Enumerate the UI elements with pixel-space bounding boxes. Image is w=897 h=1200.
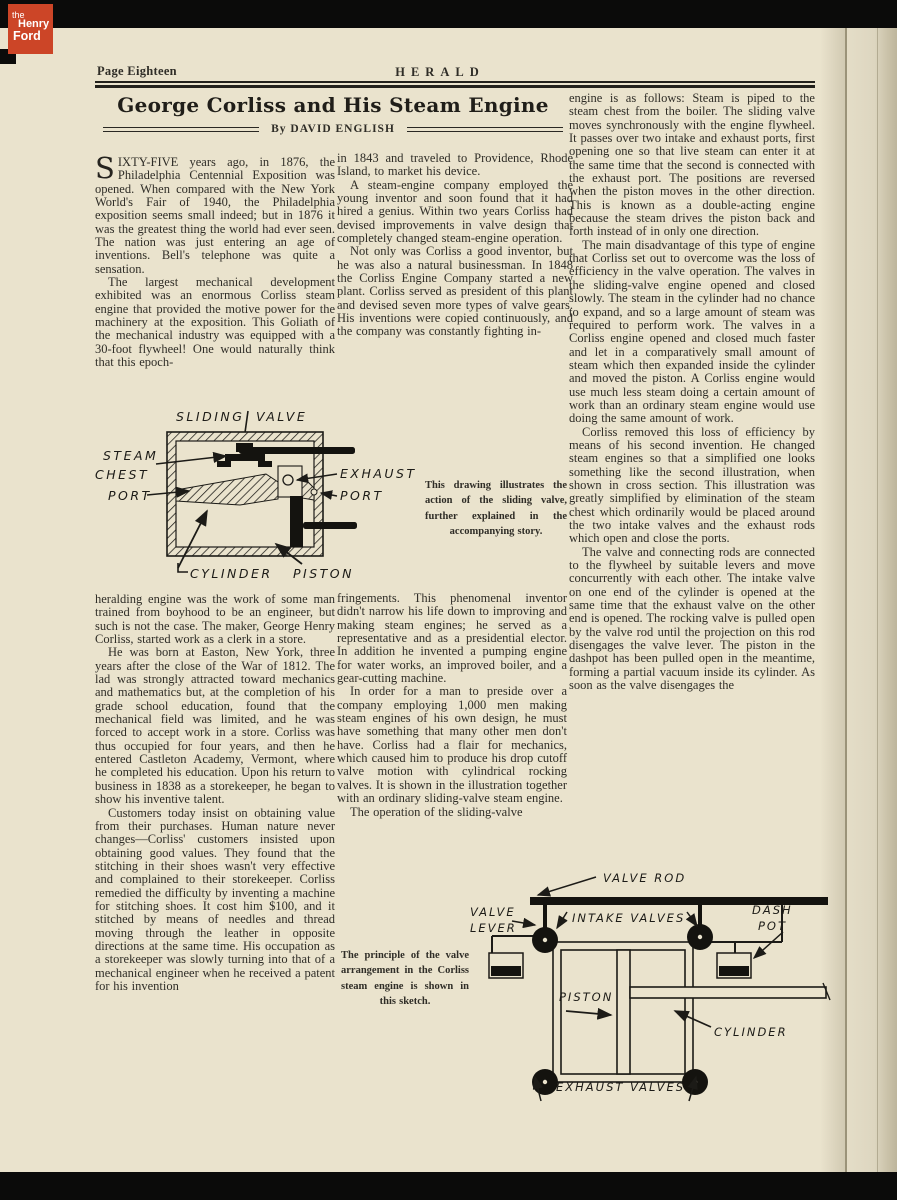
column-3 — [569, 92, 815, 692]
corliss-valve-diagram — [440, 868, 835, 1113]
label-port-left: PORT — [108, 488, 152, 503]
label-pot: POT — [758, 919, 788, 933]
paragraph: SIXTY-FIVE years ago, in 1876, the Philadelphia Centennial Exposition was opened. When compared with the New York World's Fair of 1940, the Philadelphia exposition seems small indeed; but in 1876 it was the greatest thing the world had ever seen. The nation was just entering an age of inventions. Bell's telephone was quite a sensation. — [95, 151, 335, 276]
column-2-upper — [337, 152, 573, 339]
piston-rod — [630, 987, 826, 998]
paragraph: in 1843 and traveled to Providence, Rhode Island, to market his device. — [337, 151, 573, 179]
label-sliding: SLIDING — [176, 409, 245, 424]
header-rule-thick — [95, 85, 815, 88]
paragraph: The largest mechanical development exhibited was an enormous Corliss steam engine that provided the motive power for the machinery at the exposition. This Goliath of the mechanical industry was equipped with a 30-foot flywheel! One would naturally think that this epoch- — [95, 275, 335, 370]
column-1-upper — [95, 151, 335, 370]
page-number: Page Eighteen — [97, 64, 177, 78]
label-cylinder: CYLINDER — [190, 566, 273, 581]
dash-pot-arrow — [754, 932, 783, 958]
right-dashpot-piston — [719, 966, 749, 976]
page-edge-line — [877, 28, 878, 1172]
paragraph: The main disadvantage of this type of engine that Corliss set out to overcome was the loss of efficiency in the valve operation. The valves in the sliding-valve engine opened and closed slowly. The steam in the cylinder had no chance to expand, and so a large amount of steam was required to perform work. The valves in a Corliss engine opened and closed much faster and let in a comparatively small amount of steam which then expanded inside the cylinder and moved the piston. A Corliss engine would use much less steam doing a certain amount of work than an ordinary steam engine would use doing the same amount of work. — [569, 237, 815, 426]
label-lever: LEVER — [470, 921, 517, 935]
paragraph: In order for a man to preside over a company employing 1,000 men making steam engines of his own design, he must have something that many other men don't have. Corliss had a flair for mechanics, which caused him to produce his drop cutoff valve motion with cylindrical rocking valves. It is shown in the illustration together with an ordinary sliding-valve steam engine. — [337, 684, 567, 806]
label-sliding-valve: VALVE — [256, 409, 308, 424]
left-dashpot-piston — [491, 966, 521, 976]
drop-cap: S — [95, 151, 115, 185]
article-title: George Corliss and His Steam Engine — [117, 93, 549, 117]
sliding-valve-body — [225, 454, 265, 461]
valve-foot-right — [258, 461, 272, 467]
label-piston: PISTON — [559, 990, 614, 1004]
byline: By DAVID ENGLISH — [271, 123, 395, 135]
paragraph: Corliss removed this loss of efficiency by means of his second invention. He changed steam engines so that a simplified one looks something like the second illustration, when shown in cross section. This illustration was greatly simplified by elimination of the steam chest which ordinarily would be placed around the two intake valves and the exhaust rods which open and close the ports. — [569, 424, 815, 546]
paragraph: Customers today insist on obtaining value from their purchases. Human nature never changes—Corliss' customers insisted upon obtaining good values. They found that the stitching in their shoes wasn't very effective and complained to their storekeeper. Corliss remedied the difficulty by inventing a machine for stitching shoes. It cost him $100, and it stitched by means of needles and thread moving through the leather in opposite directions at the same time. His occupation as a storekeeper was slowly turning into that of a mechanical engineer when he received a patent for his invention — [95, 805, 335, 993]
paragraph: heralding engine was the work of some man trained from boyhood to be an engineer, but such is not the case. The maker, George Henry Corliss, started work as a clerk in a store. — [95, 592, 335, 647]
byline-rule-left — [103, 127, 259, 132]
valve-foot-left — [217, 461, 231, 467]
label-port-right: PORT — [340, 488, 384, 503]
label-exhaust-valves: EXHAUST VALVES — [556, 1080, 686, 1094]
scan-top-band — [0, 0, 897, 28]
adjacent-page-edge — [847, 28, 897, 1172]
valve-pivot — [543, 938, 547, 942]
paragraph: A steam-engine company employed the young inventor and soon found that it had hired a genius. Within two years Corliss had devised improvements in valve design that completely changed steam-engine operation. — [337, 177, 573, 246]
label-cylinder: CYLINDER — [714, 1025, 788, 1039]
henry-ford-logo — [8, 4, 53, 54]
scan-bottom-band — [0, 1172, 897, 1200]
byline-rule-right — [407, 127, 563, 132]
label-chest: CHEST — [95, 467, 150, 482]
paragraph: fringements. This phenomenal inventor didn't narrow his life down to improving and making steam engines; he served as a representative and as a presidential elector. In addition he invented a pumping engine for water works, an improved boiler, and a gear-cutting machine. — [337, 591, 567, 686]
paragraph: The valve and connecting rods are connected to the flywheel by suitable levers and move concurrently with each other. The intake valve on one end of the cylinder is opened at the same time that the exhaust valve on the other end is opened. The rocking valve is pulled open by the valve rod until the projection on this rod disengages the valve lever. The piston in the dashpot has been pulled open in the meantime, forming a partial vacuum inside its cylinder. As soon as the valve disengages the — [569, 544, 815, 693]
paragraph: The operation of the sliding-valve — [350, 804, 523, 819]
port-right-mark — [311, 489, 317, 495]
logo-text-henry: Henry — [18, 18, 50, 30]
logo-text-the: the — [12, 10, 25, 20]
left-valve-stem — [543, 905, 547, 929]
article-header — [103, 93, 563, 135]
publication-masthead: HERALD — [395, 65, 485, 79]
paragraph: engine is as follows: Steam is piped to the steam chest from the boiler. The sliding valve moves synchronously with the engine flywheel. It passes over two intake and exhaust ports, first opening one so that live steam can enter it at the same time that the second is connected with the exhaust port. The positions are reversed when the piston moves in the other direction. This is known as a double-acting engine because the steam drives the piston back and forth instead of in only one direction. — [569, 91, 815, 239]
label-piston: PISTON — [293, 566, 354, 581]
piston — [290, 496, 303, 547]
column-2-lower — [337, 592, 567, 819]
page-content — [95, 60, 815, 1170]
sliding-valve-diagram — [90, 403, 440, 588]
intake-valves-arrow-right — [687, 912, 697, 926]
label-dash: DASH — [752, 903, 793, 917]
right-valve-stem — [698, 905, 702, 926]
label-valve: VALVE — [470, 905, 516, 919]
piston-arrow — [566, 1011, 611, 1015]
valve-rod — [239, 447, 355, 454]
label-exhaust: EXHAUST — [340, 466, 417, 481]
diagram1-caption: This drawing illustrates the action of the sliding valve, further explained in the accompanying story. — [425, 480, 567, 537]
piston-rod — [303, 522, 357, 529]
intake-valves-arrow-left — [557, 912, 567, 928]
diagram2-caption: The principle of the valve arrangement in the Corliss steam engine is shown in this sketch. — [341, 950, 469, 1007]
paragraph: Not only was Corliss a good inventor, but he was also a natural businessman. In 1848 the Corliss Engine Company started a new plant. Corliss served as president of this plant and devised seven more types of valve gears. His inventions were copied continuously, and the company was constantly fighting in- — [337, 244, 573, 339]
piston-bar — [617, 950, 630, 1074]
valve-pivot — [543, 1080, 547, 1084]
paragraph: He was born at Easton, New York, three years after the close of the War of 1812. The lad was strongly attracted toward mechanics and mathematics but, at the completion of his grade school education, found that the mechanical field was limited, and he was forced to accept work in a store. Corliss was thus occupied for four years, and then he entered Castleton Academy, Vermont, where he completed his education. Upon his return to business in 1838 as a storekeeper, he began to show his inventive talent. — [95, 645, 335, 807]
label-valve-rod: VALVE ROD — [603, 871, 687, 885]
byline-row — [103, 123, 563, 135]
column-1-lower — [95, 593, 335, 993]
valve-pivot — [698, 935, 702, 939]
label-intake-valves: INTAKE VALVES — [572, 911, 686, 925]
valve-rod-arrow — [538, 877, 596, 895]
label-steam: STEAM — [103, 448, 159, 463]
exhaust-opening — [283, 475, 293, 485]
logo-text-ford: Ford — [13, 29, 41, 43]
header-rule-thin — [95, 81, 815, 83]
